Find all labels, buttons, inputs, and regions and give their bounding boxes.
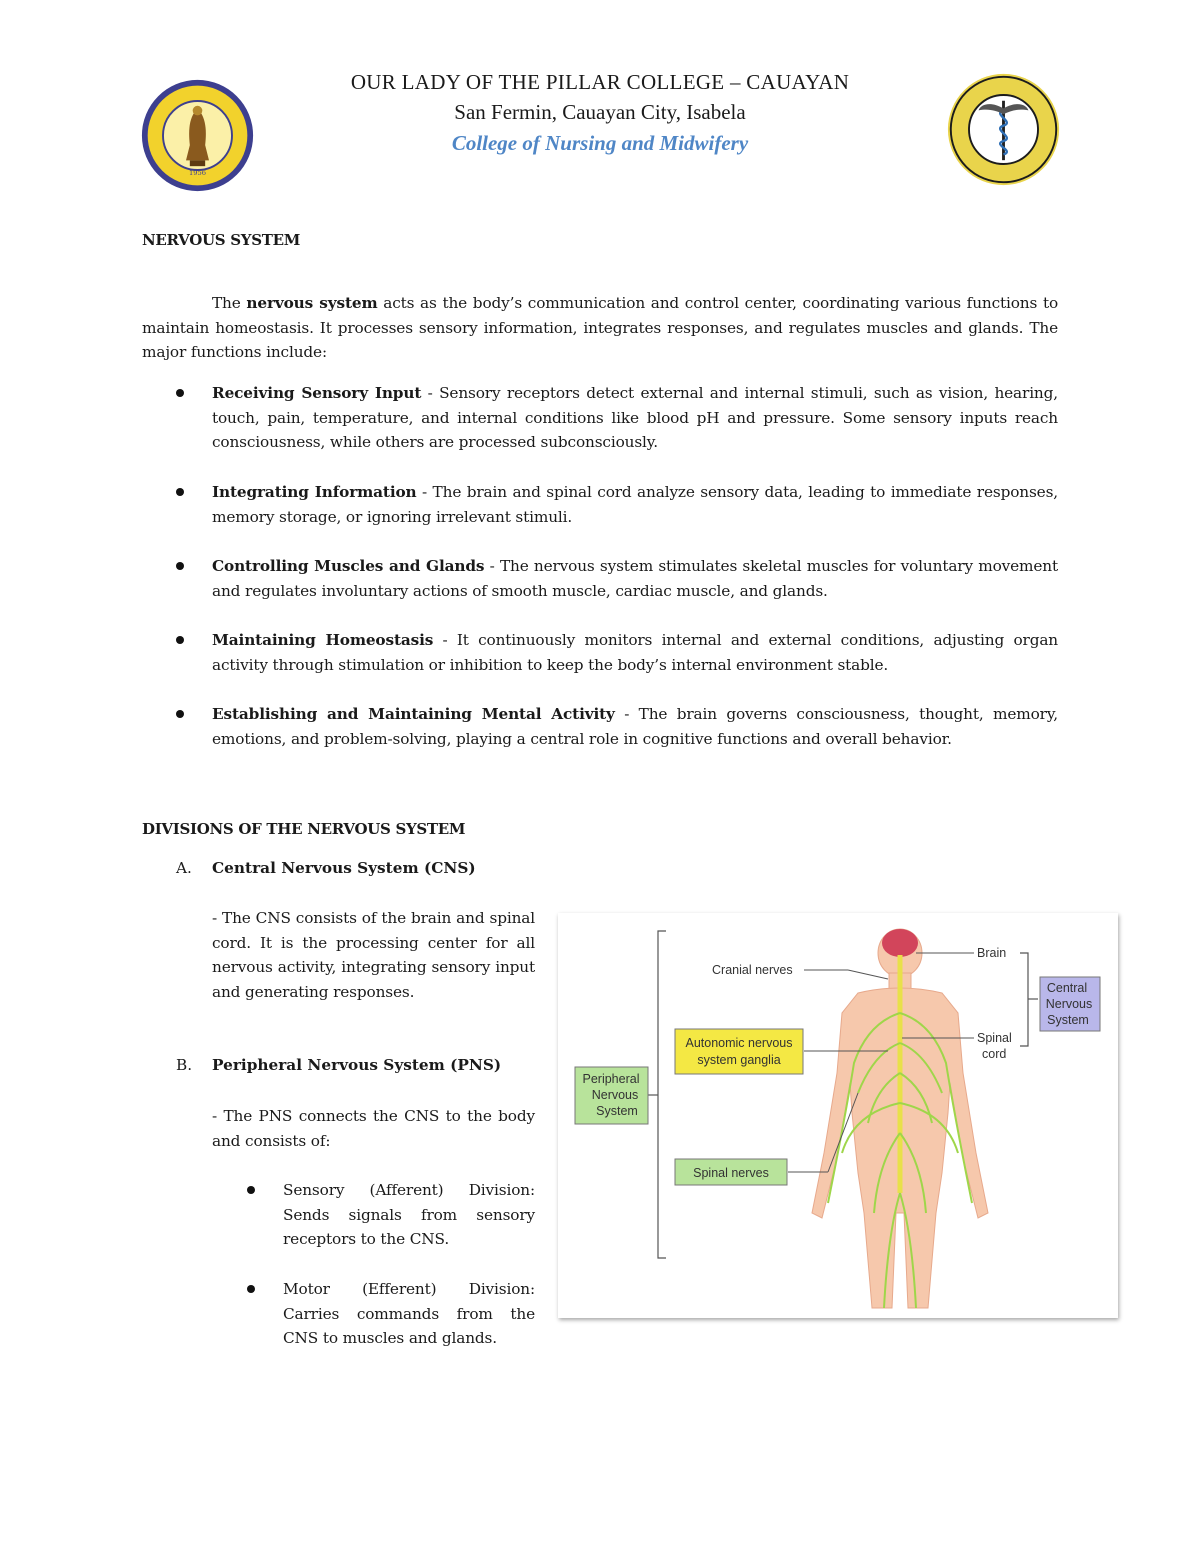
label-autonomic-2: system ganglia <box>697 1053 781 1067</box>
function-item: Controlling Muscles and Glands - The nervous system stimulates skeletal muscles for voluntary movement and regulates involuntary actions of smooth muscle, cardiac muscle, and glands. <box>212 557 1058 600</box>
nervous-system-diagram <box>558 913 1118 1318</box>
function-item: Establishing and Maintaining Mental Activity - The brain governs consciousness, thought, memory, emotions, and problem-solving, playing a central role in cognitive functions and overall behavior. <box>212 705 1059 748</box>
list-letter-a: A. <box>176 859 192 877</box>
label-spinal-cord: Spinal <box>977 1031 1012 1045</box>
label-spinal-nerves: Spinal nerves <box>693 1166 769 1180</box>
label-cranial-nerves: Cranial nerves <box>712 963 793 977</box>
pns-division-item: Motor (Efferent) Division: Carries commands from the CNS to muscles and glands. <box>283 1280 535 1347</box>
institution-address: San Fermin, Cauayan City, Isabela <box>454 100 746 124</box>
section-title-divisions: DIVISIONS OF THE NERVOUS SYSTEM <box>142 820 466 838</box>
pns-description: - The PNS connects the CNS to the body and consists of: <box>212 1107 535 1150</box>
college-name: College of Nursing and Midwifery <box>451 131 749 155</box>
pns-heading: Peripheral Nervous System (PNS) <box>212 1056 502 1074</box>
function-item: Receiving Sensory Input - Sensory receptors detect external and internal stimuli, such as vision, hearing, touch, pain, temperature, and internal conditions like blood pH and pressure. Some sensory inputs reach consciousness, while others are processed subconsciously. <box>212 384 1058 451</box>
label-autonomic: Autonomic nervous <box>685 1036 793 1050</box>
pns-division-item: Sensory (Afferent) Division: Sends signals from sensory receptors to the CNS. <box>283 1181 535 1248</box>
label-pns: Peripheral <box>582 1072 640 1086</box>
label-spinal-cord-2: cord <box>982 1047 1007 1061</box>
bullet-icon <box>247 1186 255 1194</box>
label-cns-3: System <box>1047 1013 1089 1027</box>
institution-name: OUR LADY OF THE PILLAR COLLEGE – CAUAYAN <box>350 70 850 94</box>
label-cns: Central <box>1046 981 1088 995</box>
bullet-icon <box>176 562 184 570</box>
bullet-icon <box>176 389 184 397</box>
list-letter-b: B. <box>176 1056 193 1074</box>
bullet-icon <box>247 1285 255 1293</box>
function-item: Maintaining Homeostasis - It continuously monitors internal and external conditions, adjusting organ activity through stimulation or inhibition to keep the body’s internal environment stable. <box>212 631 1059 674</box>
label-cns-2: Nervous <box>1045 997 1093 1011</box>
label-brain: Brain <box>977 946 1007 960</box>
intro-paragraph: The nervous system acts as the body’s communication and control center, coordinating various functions to maintain homeostasis. It processes sensory information, integrates responses, and regulates muscles and glands. The major functions include: <box>142 294 1059 361</box>
label-pns-2: Nervous <box>591 1088 639 1102</box>
cns-heading: Central Nervous System (CNS) <box>212 859 476 877</box>
seal-year: 1956 <box>188 168 207 177</box>
bullet-icon <box>176 636 184 644</box>
label-pns-3: System <box>596 1104 638 1118</box>
cns-description: - The CNS consists of the brain and spinal cord. It is the processing center for all nervous activity, integrating sensory input and generating responses. <box>212 909 535 1001</box>
bullet-icon <box>176 488 184 496</box>
function-item: Integrating Information - The brain and spinal cord analyze sensory data, leading to immediate responses, memory storage, or ignoring irrelevant stimuli. <box>212 483 1058 526</box>
section-title-nervous-system: NERVOUS SYSTEM <box>142 231 301 249</box>
bullet-icon <box>176 710 184 718</box>
brain-shape <box>882 929 918 957</box>
